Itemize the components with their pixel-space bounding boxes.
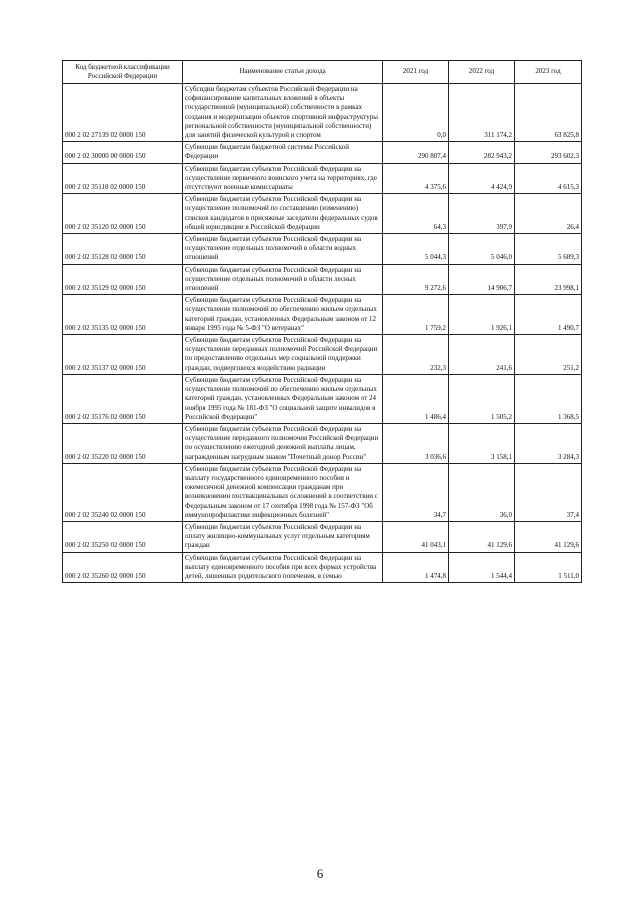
table-row [63, 521, 582, 552]
header-name: Наименование статьи дохода [183, 61, 383, 84]
row-name: Субвенции бюджетам бюджетной системы Российской Федерации [183, 142, 383, 163]
row-value-2023: 4 615,3 [515, 163, 582, 194]
row-value-2022: 1 505,2 [449, 374, 515, 423]
row-name: Субвенции бюджетам субъектов Российской Федерации на выплату государственного единовременного пособия и ежемесячной денежной компенсации гражданам при возникновении поствакцинальных осложнений в соответствии с Федеральным законом от 17 сентября 1998 года № 157-ФЗ "Об иммунопрофилактике инфекционных болезней" [183, 463, 383, 521]
row-value-2022: 397,9 [449, 194, 515, 234]
row-value-2021: 41 043,1 [383, 521, 449, 552]
row-code: 000 2 02 35176 02 0000 150 [63, 374, 183, 423]
table-row [63, 295, 582, 335]
row-value-2022: 1 926,1 [449, 295, 515, 335]
row-name: Субвенции бюджетам субъектов Российской Федерации на осуществление переданного полномочия Российской Федерации по осуществлению ежегодной денежной выплаты лицам, награжденным нагрудным знаком "Почетный донор России" [183, 423, 383, 463]
row-value-2021: 0,0 [383, 84, 449, 142]
row-code: 000 2 02 35137 02 0000 150 [63, 335, 183, 375]
row-value-2023: 26,4 [515, 194, 582, 234]
row-value-2021: 5 044,3 [383, 234, 449, 265]
row-name: Субвенции бюджетам субъектов Российской Федерации на осуществление отдельных полномочий в области лесных отношений [183, 264, 383, 295]
row-code: 000 2 02 35260 02 0000 150 [63, 552, 183, 583]
row-code: 000 2 02 35220 02 0000 150 [63, 423, 183, 463]
budget-revenue-table [62, 60, 582, 583]
row-value-2023: 293 602,3 [515, 142, 582, 163]
row-value-2023: 3 284,3 [515, 423, 582, 463]
row-code: 000 2 02 35135 02 0000 150 [63, 295, 183, 335]
table-row [63, 463, 582, 521]
row-value-2021: 290 807,4 [383, 142, 449, 163]
row-value-2022: 36,0 [449, 463, 515, 521]
row-name: Субвенции бюджетам субъектов Российской Федерации на осуществление отдельных полномочий в области водных отношений [183, 234, 383, 265]
row-value-2023: 41 129,6 [515, 521, 582, 552]
table-row [63, 335, 582, 375]
table-row [63, 84, 582, 142]
row-value-2021: 3 036,6 [383, 423, 449, 463]
row-value-2023: 1 490,7 [515, 295, 582, 335]
table-row [63, 264, 582, 295]
row-code: 000 2 02 30000 00 0000 150 [63, 142, 183, 163]
table-header-row [63, 61, 582, 84]
table-row [63, 374, 582, 423]
row-name: Субвенции бюджетам субъектов Российской Федерации на оплату жилищно-коммунальных услуг отдельным категориям граждан [183, 521, 383, 552]
row-value-2023: 5 689,3 [515, 234, 582, 265]
row-code: 000 2 02 35128 02 0000 150 [63, 234, 183, 265]
table-row [63, 194, 582, 234]
row-name: Субвенции бюджетам субъектов Российской Федерации на осуществление переданных полномочий Российской Федерации по предоставлению отдельных мер социальной поддержки граждан, подвергшихся воздействию радиации [183, 335, 383, 375]
table-row [63, 423, 582, 463]
row-value-2022: 3 158,1 [449, 423, 515, 463]
row-value-2022: 4 424,9 [449, 163, 515, 194]
row-value-2023: 37,4 [515, 463, 582, 521]
row-value-2022: 41 129,6 [449, 521, 515, 552]
row-value-2021: 4 375,6 [383, 163, 449, 194]
row-value-2023: 251,2 [515, 335, 582, 375]
row-value-2022: 5 046,0 [449, 234, 515, 265]
header-2022: 2022 год [449, 61, 515, 84]
table-row [63, 234, 582, 265]
row-name: Субвенции бюджетам субъектов Российской Федерации на осуществление полномочий по обеспечению жильем отдельных категорий граждан, установленных Федеральным законом от 24 ноября 1995 года № 181-ФЗ "О социальной защите инвалидов в Российской Федерации" [183, 374, 383, 423]
table-row [63, 142, 582, 163]
row-code: 000 2 02 35240 02 0000 150 [63, 463, 183, 521]
row-value-2021: 232,3 [383, 335, 449, 375]
row-value-2021: 1 486,4 [383, 374, 449, 423]
row-code: 000 2 02 35118 02 0000 150 [63, 163, 183, 194]
row-value-2021: 34,7 [383, 463, 449, 521]
page-number: 6 [316, 866, 324, 881]
row-value-2021: 1 759,2 [383, 295, 449, 335]
row-name: Субвенции бюджетам субъектов Российской Федерации на осуществление первичного воинского учета на территориях, где отсутствуют военные комиссариаты [183, 163, 383, 194]
row-value-2023: 63 825,8 [515, 84, 582, 142]
row-code: 000 2 02 35120 02 0000 150 [63, 194, 183, 234]
row-value-2023: 1 368,5 [515, 374, 582, 423]
row-name: Субвенции бюджетам субъектов Российской Федерации на осуществление полномочий по обеспечению жильем отдельных категорий граждан, установленных Федеральным законом от 12 января 1995 года № 5-ФЗ "О ветеранах" [183, 295, 383, 335]
row-code: 000 2 02 27139 02 0000 150 [63, 84, 183, 142]
row-value-2021: 1 474,8 [383, 552, 449, 583]
table-row [63, 552, 582, 583]
row-name: Субсидии бюджетам субъектов Российской Федерации на софинансирование капитальных вложений в объекты государственной (муниципальной) собственности в рамках создания и модернизации объектов спортивной инфраструктуры региональной собственности (муниципальной собственности) для занятий физической культурой и спортом [183, 84, 383, 142]
header-code: Код бюджетной классификации Российской Федерации [63, 61, 183, 84]
header-2021: 2021 год [383, 61, 449, 84]
row-value-2023: 23 998,1 [515, 264, 582, 295]
row-value-2022: 311 174,2 [449, 84, 515, 142]
row-value-2021: 64,3 [383, 194, 449, 234]
row-value-2022: 241,6 [449, 335, 515, 375]
row-value-2021: 9 272,6 [383, 264, 449, 295]
row-value-2022: 282 943,2 [449, 142, 515, 163]
row-value-2022: 1 544,4 [449, 552, 515, 583]
table-row [63, 163, 582, 194]
row-name: Субвенции бюджетам субъектов Российской Федерации на осуществление полномочий по составлению (изменению) списков кандидатов в присяжные заседатели федеральных судов общей юрисдикции в Российской Федерации [183, 194, 383, 234]
row-code: 000 2 02 35250 02 0000 150 [63, 521, 183, 552]
row-code: 000 2 02 35129 02 0000 150 [63, 264, 183, 295]
row-value-2023: 1 511,0 [515, 552, 582, 583]
row-value-2022: 14 906,7 [449, 264, 515, 295]
row-name: Субвенции бюджетам субъектов Российской Федерации на выплату единовременного пособия при всех формах устройства детей, лишенных родительского попечения, в семью [183, 552, 383, 583]
header-2023: 2023 год [515, 61, 582, 84]
